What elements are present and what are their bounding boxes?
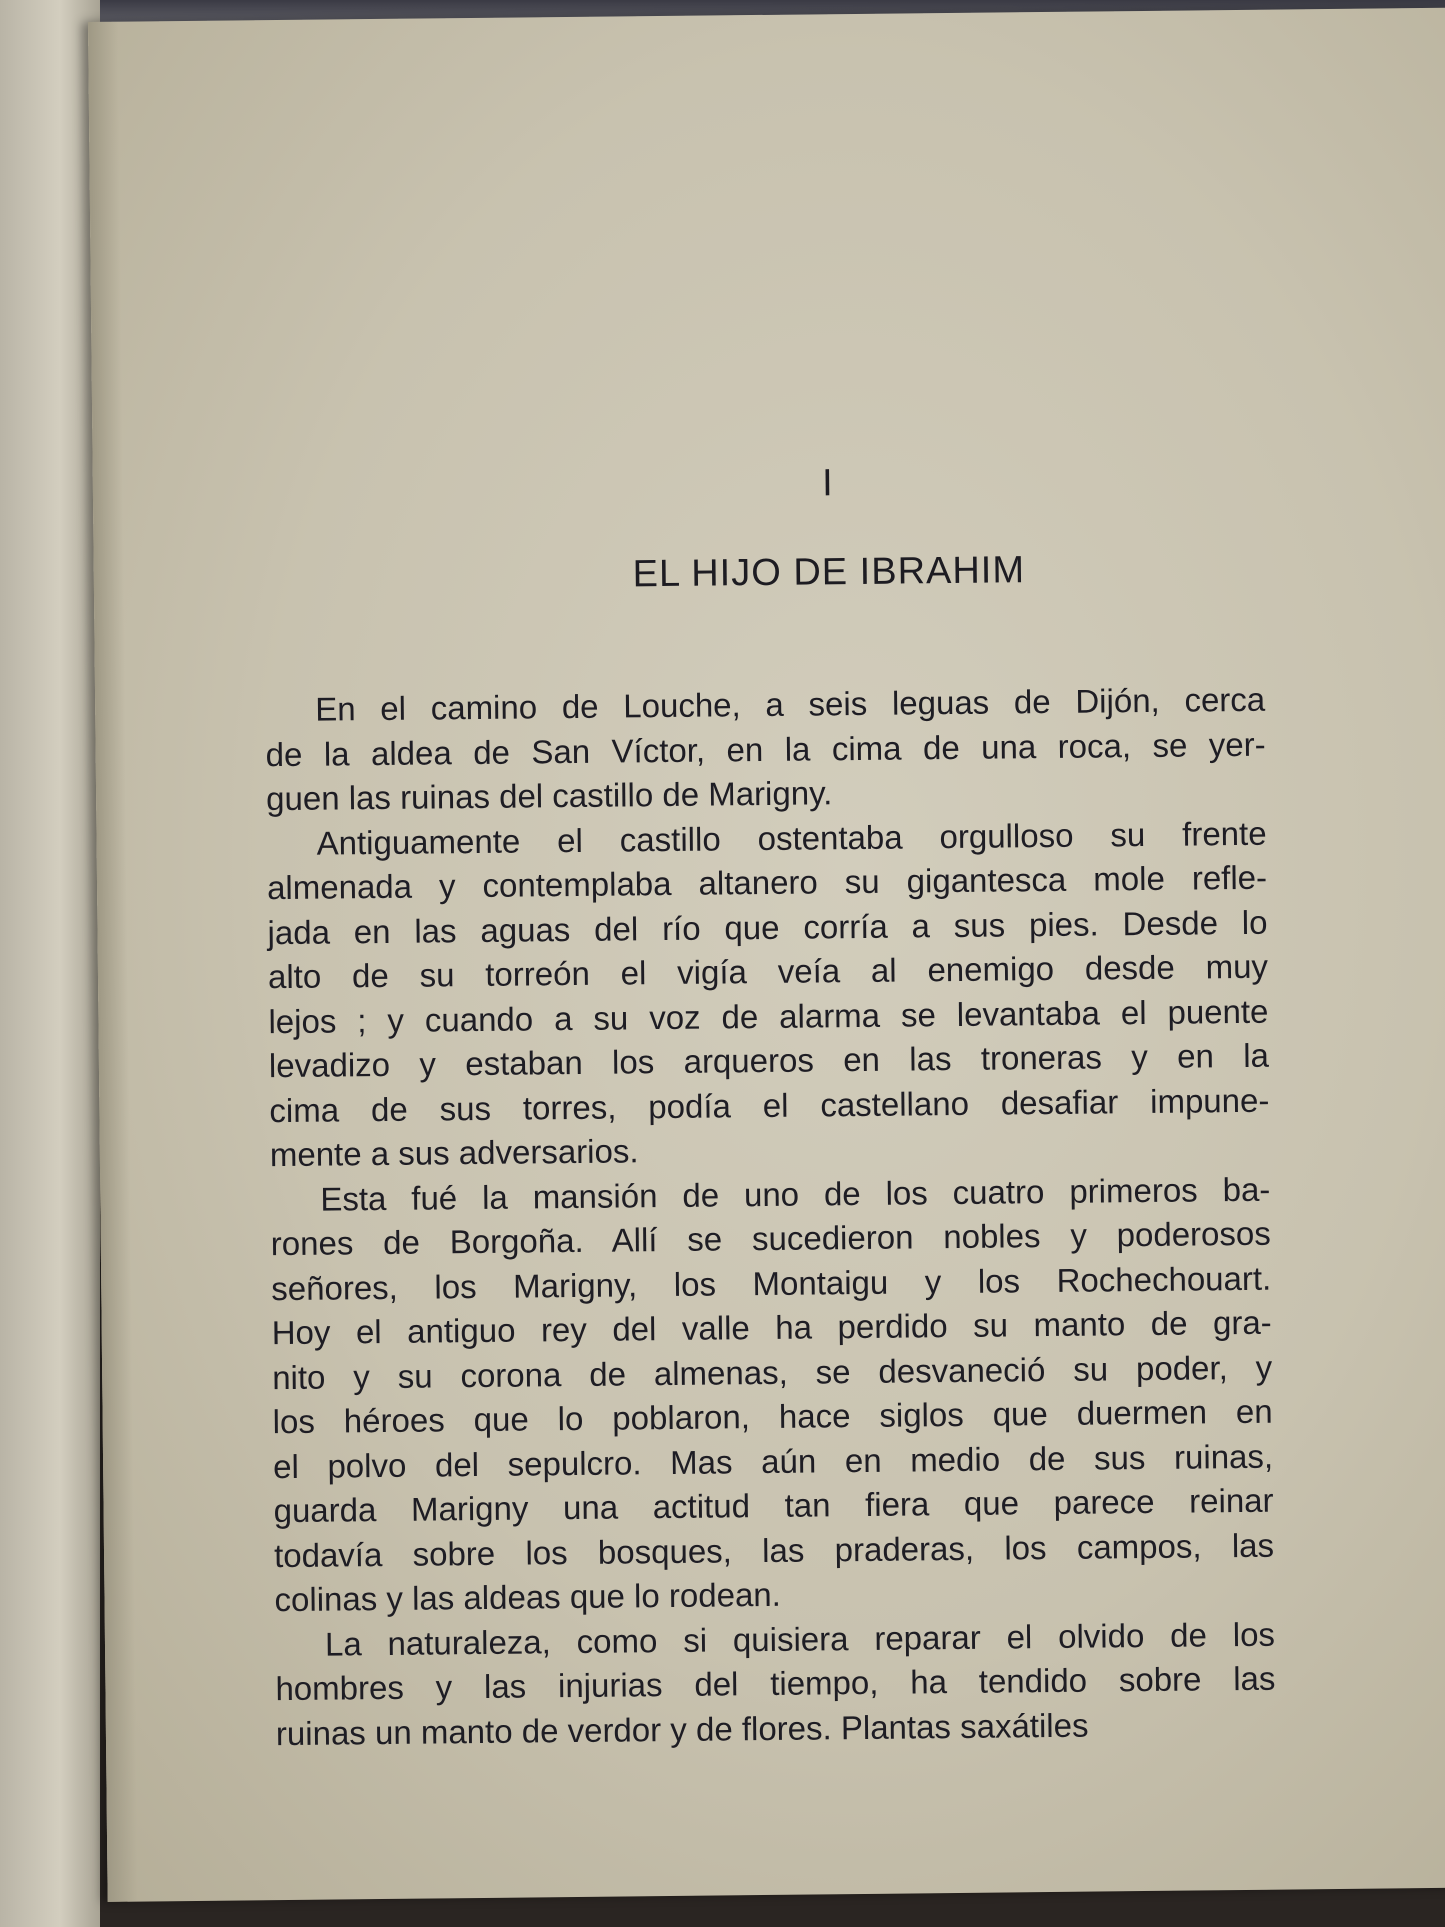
chapter-number: I [821,462,834,505]
chapter-text [265,678,1276,1756]
text-line: Hoy el antiguo rey del valle ha perdido su manto de gra- [271,1303,1272,1352]
text-line: guen las ruinas del castillo de Marigny. [265,774,833,818]
text-line: lejos ; y cuando a su voz de alarma se levantaba el puente [268,992,1269,1040]
text-line: señores, los Marigny, los Montaigu y los Rochechouart. [271,1259,1272,1307]
text-line: el polvo del sepulcro. Mas aún en medio de sus ruinas, [272,1437,1274,1485]
text-line: alto de su torreón el vigía veía al enemigo desde muy [267,947,1269,996]
text-line: los héroes que lo poblaron, hace siglos que duermen en [272,1392,1273,1441]
chapter-title: EL HIJO DE IBRAHIM [632,549,1026,596]
text-line: En el camino de Louche, a seis leguas de Dijón, cerca [315,680,1266,728]
text-line: hombres y las injurias del tiempo, ha tendido sobre las [275,1659,1276,1708]
text-line: La naturaleza, como si quisiera reparar el olvido de los [324,1615,1276,1663]
text-line: ruinas un manto de verdor y de flores. Plantas saxátiles [275,1706,1089,1752]
text-line: nito y su corona de almenas, se desvaneció su poder, y [272,1348,1273,1396]
text-line: cima de sus torres, podía el castellano desafiar impune- [269,1081,1270,1129]
text-line: rones de Borgoña. Allí se sucedieron nobles y poderosos [270,1214,1271,1263]
text-line: levadizo y estaban los arqueros en las troneras y en la [268,1036,1270,1085]
facing-page-edge [0,0,100,1927]
text-line: mente a sus adversarios. [269,1132,639,1174]
text-line: Esta fué la mansión de uno de los cuatro primeros ba- [320,1170,1271,1218]
text-line: colinas y las aldeas que lo rodean. [274,1575,782,1619]
text-line: guarda Marigny una actitud tan fiera que parece reinar [273,1481,1274,1530]
text-line: almenada y contemplaba altanero su gigantesca mole refle- [266,858,1268,907]
text-line: Antiguamente el castillo ostentaba orgulloso su frente [316,814,1267,862]
text-line: de la aldea de San Víctor, en la cima de una roca, se yer- [265,725,1266,773]
text-line: todavía sobre los bosques, las praderas, los campos, las [273,1526,1275,1574]
text-line: jada en las aguas del río que corría a sus pies. Desde lo [267,903,1268,951]
book-page [88,8,1445,1902]
